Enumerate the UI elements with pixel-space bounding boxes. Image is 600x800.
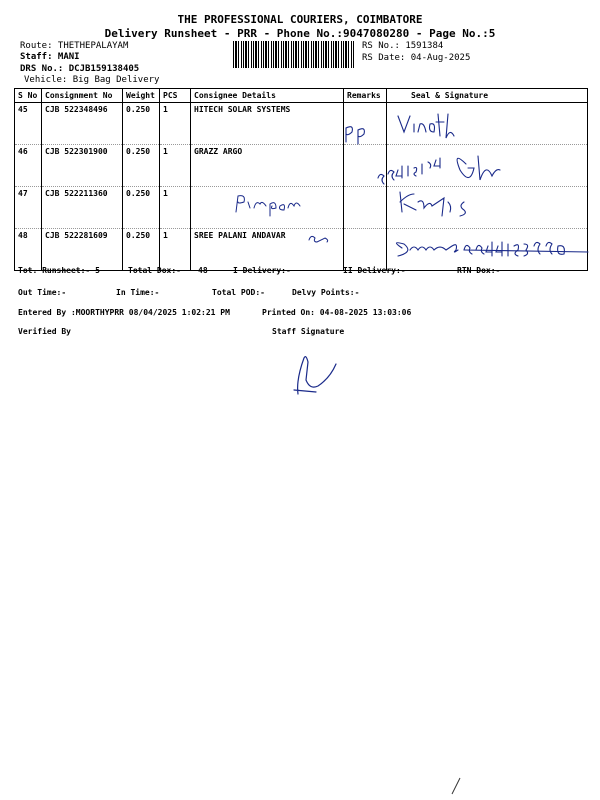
- weight-cell: 0.250: [123, 187, 160, 229]
- sno-cell: 48: [15, 229, 42, 271]
- rs-date: RS Date: 04-Aug-2025: [362, 53, 471, 63]
- consignee-cell: GRAZZ ARGO: [191, 145, 344, 187]
- i-delivery: I Delivery:-: [233, 266, 291, 275]
- column-header: Consignment No: [42, 89, 123, 103]
- runsheet-subtitle: Delivery Runsheet - PRR - Phone No.:9047080280 - Page No.:5: [104, 27, 496, 40]
- consignee-cell: SREE PALANI ANDAVAR: [191, 229, 344, 271]
- staff-label: Staff: MANI: [20, 52, 80, 62]
- staff-signature: [286, 350, 346, 400]
- out-time: Out Time:-: [18, 288, 67, 297]
- handwritten-note: [230, 190, 310, 220]
- ii-delivery: II Delivery:-: [343, 266, 406, 275]
- column-header: Remarks: [344, 89, 387, 103]
- company-title: THE PROFESSIONAL COURIERS, COIMBATORE: [177, 13, 423, 26]
- sno-cell: 46: [15, 145, 42, 187]
- weight-cell: 0.250: [123, 145, 160, 187]
- sno-cell: 45: [15, 103, 42, 145]
- pcs-cell: 1: [160, 229, 191, 271]
- pcs-cell: 1: [160, 187, 191, 229]
- handwritten-signatures: [340, 110, 590, 270]
- tot-runsheet: Tot. Runsheet:- 5: [18, 266, 100, 275]
- consignment-cell: CJB 522211360: [42, 187, 123, 229]
- pcs-cell: 1: [160, 103, 191, 145]
- column-header: S No: [15, 89, 42, 103]
- printed-on: Printed On: 04-08-2025 13:03:06: [262, 308, 412, 317]
- verified-by: Verified By: [18, 327, 71, 336]
- total-dox-label: Total Dox:-: [128, 266, 181, 275]
- delvy-points: Delvy Points:-: [292, 288, 360, 297]
- handwritten-mark: [305, 230, 335, 246]
- consignment-cell: CJB 522281609: [42, 229, 123, 271]
- column-header: PCS: [160, 89, 191, 103]
- barcode: [233, 41, 355, 68]
- consignee-cell: HITECH SOLAR SYSTEMS: [191, 103, 344, 145]
- rtn-dox: RTN Dox:-: [457, 266, 501, 275]
- drs-number: DRS No.: DCJB159138405: [20, 64, 140, 74]
- weight-cell: 0.250: [123, 103, 160, 145]
- column-header: Consignee Details: [191, 89, 344, 103]
- weight-cell: 0.250: [123, 229, 160, 271]
- stray-mark: [448, 776, 464, 796]
- total-pod: Total POD:-: [212, 288, 265, 297]
- pcs-cell: 1: [160, 145, 191, 187]
- in-time: In Time:-: [116, 288, 160, 297]
- vehicle-label: Vehicle: Big Bag Delivery: [24, 75, 160, 85]
- rs-number: RS No.: 1591384: [362, 41, 444, 51]
- consignment-cell: CJB 522348496: [42, 103, 123, 145]
- column-header: Weight: [123, 89, 160, 103]
- consignment-cell: CJB 522301900: [42, 145, 123, 187]
- route-label: Route: THETHEPALAYAM: [20, 41, 129, 51]
- sno-cell: 47: [15, 187, 42, 229]
- total-dox-value: 48: [198, 266, 208, 275]
- column-header: Seal & Signature: [387, 89, 588, 103]
- table-header-row: [15, 89, 588, 103]
- entered-by: Entered By :MOORTHYPRR 08/04/2025 1:02:21 PM: [18, 308, 230, 317]
- staff-signature-label: Staff Signature: [272, 327, 345, 336]
